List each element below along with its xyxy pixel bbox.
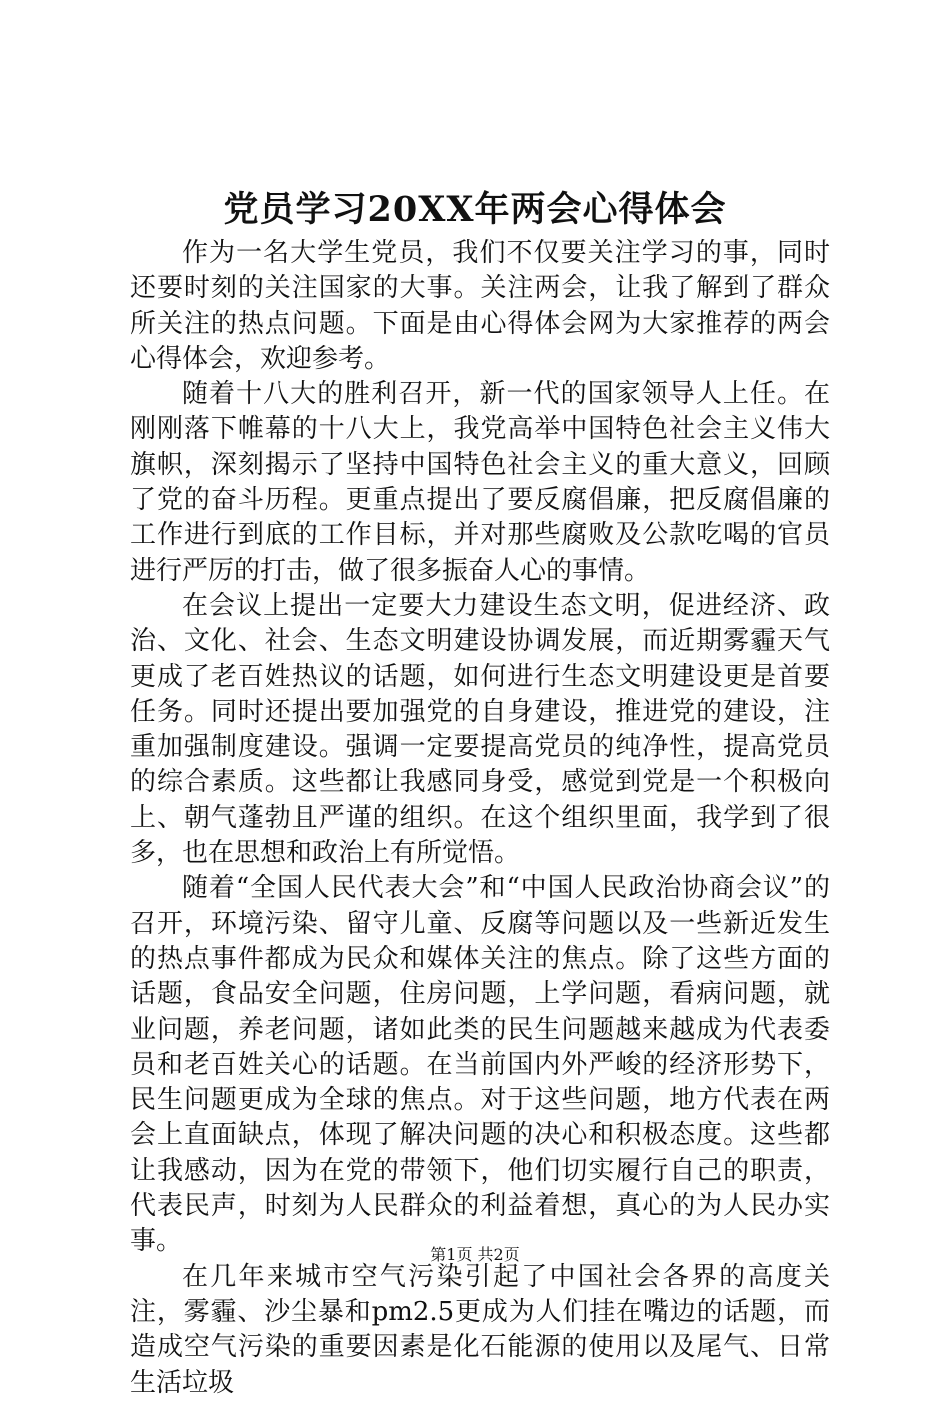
document-title: 党员学习20XX年两会心得体会 [223,189,727,230]
paragraph-5: 在几年来城市空气污染引起了中国社会各界的高度关注，雾霾、沙尘暴和pm2.5更成为人们挂在嘴边的话题，而造成空气污染的重要因素是化石能源的使用以及尾气、日常生活垃圾 [130,1261,830,1398]
paragraph-3: 在会议上提出一定要大力建设生态文明，促进经济、政治、文化、社会、生态文明建设协调发展，而近期雾霾天气更成了老百姓热议的话题，如何进行生态文明建设更是首要任务。同时还提出要加强党的自身建设，推进党的建设，注重加强制度建设。强调一定要提高党员的纯净性，提高党员的综合素质。这些都让我感同身受，感觉到党是一个积极向上、朝气蓬勃且严谨的组织。在这个组织里面，我学到了很多，也在思想和政治上有所觉悟。 [130,590,830,869]
document-body [130,236,830,1401]
page-number-footer: 第1页 共2页 [430,1245,520,1264]
paragraph-2: 随着十八大的胜利召开，新一代的国家领导人上任。在刚刚落下帷幕的十八大上，我党高举中国特色社会主义伟大旗帜，深刻揭示了坚持中国特色社会主义的重大意义，回顾了党的奋斗历程。更重点提出了要反腐倡廉，把反腐倡廉的工作进行到底的工作目标，并对那些腐败及公款吃喝的官员进行严厉的打击，做了很多振奋人心的事情。 [130,379,830,586]
paragraph-4: 随着“全国人民代表大会”和“中国人民政治协商会议”的召开，环境污染、留守儿童、反腐等问题以及一些新近发生的热点事件都成为民众和媒体关注的焦点。除了这些方面的话题，食品安全问题，住房问题，上学问题，看病问题，就业问题，养老问题，诸如此类的民生问题越来越成为代表委员和老百姓关心的话题。在当前国内外严峻的经济形势下，民生问题更成为全球的焦点。对于这些问题，地方代表在两会上直面缺点，体现了解决问题的决心和积极态度。这些都让我感动，因为在党的带领下，他们切实履行自己的职责，代表民声，时刻为人民群众的利益着想，真心的为人民办实事。 [130,873,830,1257]
paragraph-1: 作为一名大学生党员，我们不仅要关注学习的事，同时还要时刻的关注国家的大事。关注两会，让我了解到了群众所关注的热点问题。下面是由心得体会网为大家推荐的两会心得体会，欢迎参考。 [130,238,830,374]
